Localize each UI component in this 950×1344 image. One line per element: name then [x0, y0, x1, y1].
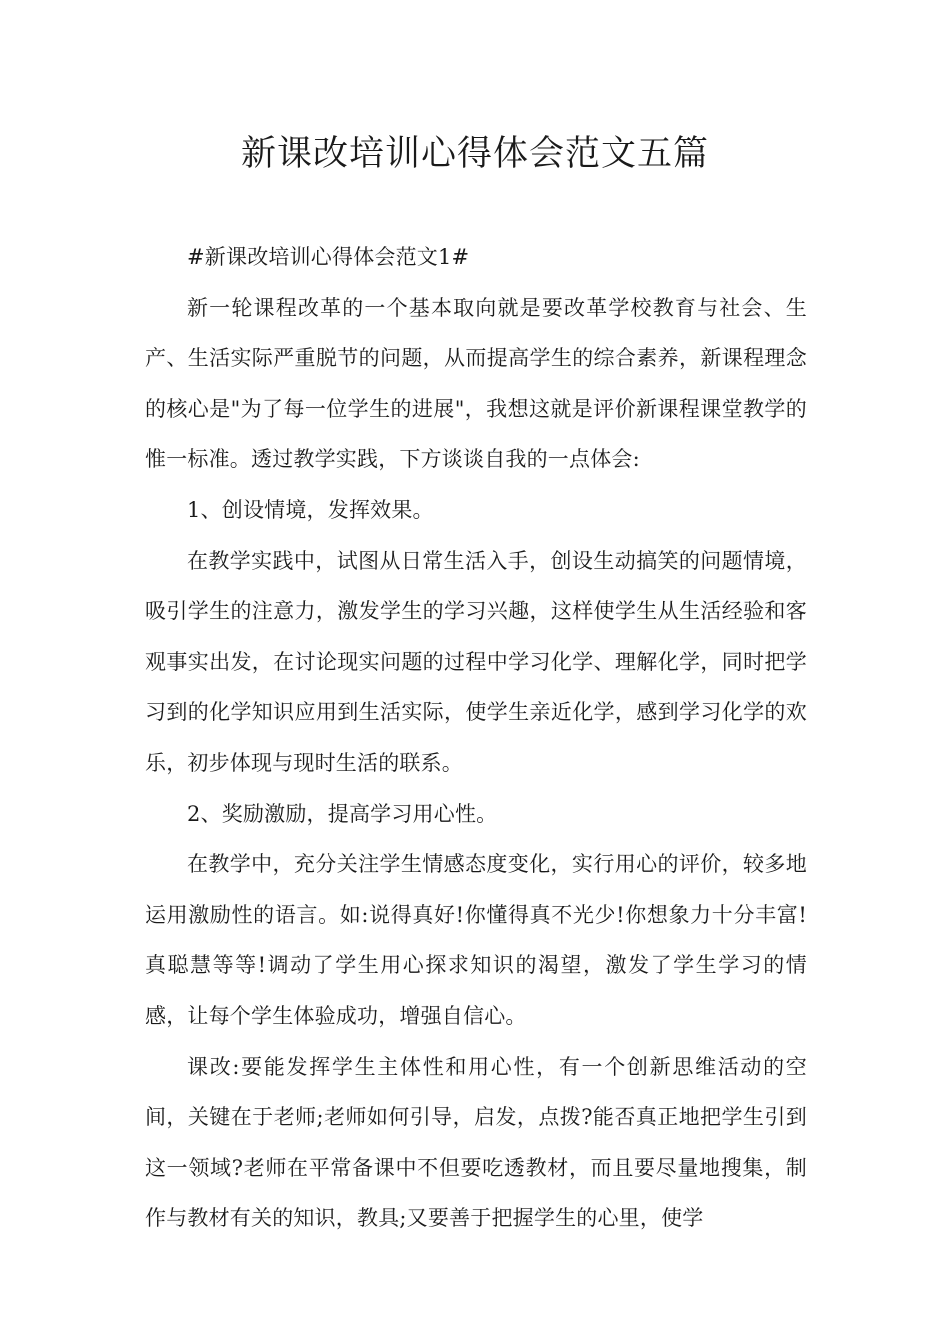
document-title: 新课改培训心得体会范文五篇	[240, 134, 709, 174]
numbered-point: 1、创设情境，发挥效果。	[187, 497, 434, 522]
numbered-point: 2、奖励激励，提高学习用心性。	[187, 801, 498, 826]
paragraph: 课改:要能发挥学生主体性和用心性，有一个创新思维活动的空间，关键在于老师;老师如何引导，启发，点拨?能否真正地把学生引到这一领域?老师在平常备课中不但要吃透教材，而且要尽量地搜集，制作与教材有关的知识，教具;又要善于把握学生的心里，使学	[145, 1054, 807, 1231]
paragraph: 新一轮课程改革的一个基本取向就是要改革学校教育与社会、生产、生活实际严重脱节的问题，从而提高学生的综合素养，新课程理念的核心是"为了每一位学生的进展"，我想这就是评价新课程课堂教学的惟一标准。透过教学实践，下方谈谈自我的一点体会:	[145, 295, 807, 472]
paragraph: 在教学实践中，试图从日常生活入手，创设生动搞笑的问题情境，吸引学生的注意力，激发学生的学习兴趣，这样使学生从生活经验和客观事实出发，在讨论现实问题的过程中学习化学、理解化学，同时把学习到的化学知识应用到生活实际，使学生亲近化学，感到学习化学的欢乐，初步体现与现时生活的联系。	[145, 548, 807, 775]
document-body	[145, 232, 807, 1244]
section-heading: #新课改培训心得体会范文1#	[187, 245, 470, 269]
paragraph: 在教学中，充分关注学生情感态度变化，实行用心的评价，较多地运用激励性的语言。如:说得真好!你懂得真不光少!你想象力十分丰富!真聪慧等等!调动了学生用心探求知识的渴望，激发了学生学习的情感，让每个学生体验成功，增强自信心。	[145, 852, 807, 1028]
